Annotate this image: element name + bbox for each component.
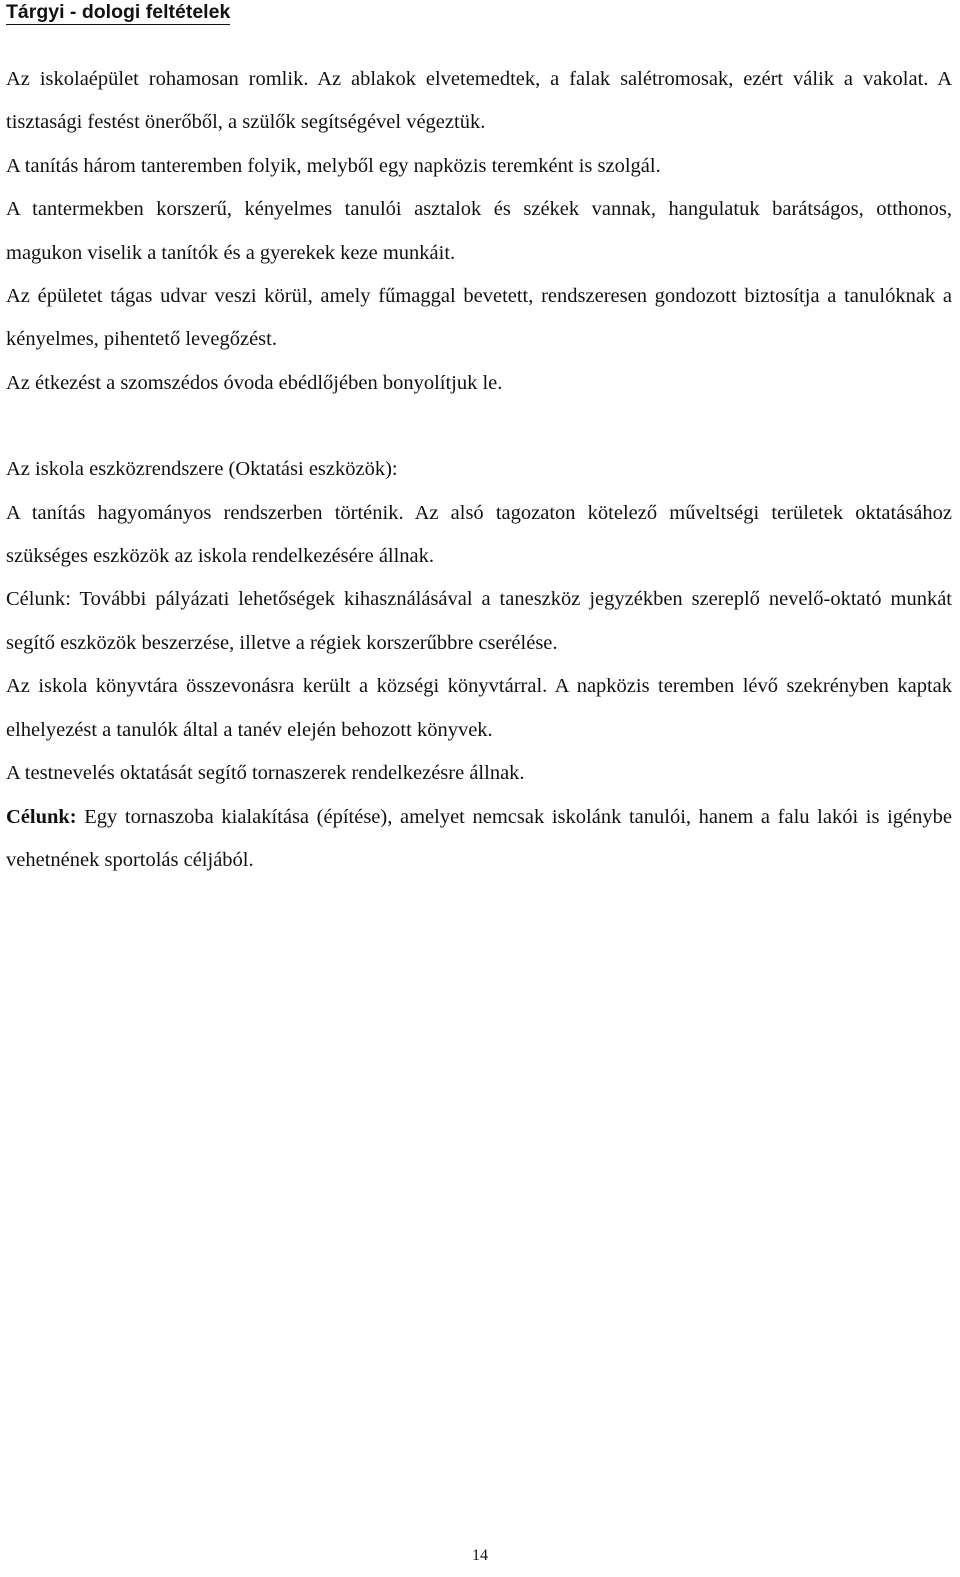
paragraph-building-condition: Az iskolaépület rohamosan romlik. Az ablakok elvetemedtek, a falak salétromosak, ezért válik a vakolat. A tisztasági festést önerőből, a szülők segítségével végeztük. <box>6 68 952 134</box>
equipment-heading: Az iskola eszközrendszere (Oktatási eszközök): <box>6 458 398 481</box>
goal-text: Egy tornaszoba kialakítása (építése), amelyet nemcsak iskolánk tanulói, hanem a falu lakói is igénybe vehetnének sportolás céljából. <box>6 805 952 871</box>
paragraph-future-goal: Célunk: További pályázati lehetőségek kihasználásával a taneszköz jegyzékben szereplő nevelő-oktató munkát segítő eszközök beszerzése, illetve a régiek korszerűbbre cserélése. <box>6 588 952 654</box>
paragraph-classrooms: A tanítás három tanteremben folyik, melyből egy napközis teremként is szolgál. <box>6 154 661 177</box>
paragraph-furniture: A tantermekben korszerű, kényelmes tanulói asztalok és székek vannak, hangulatuk barátságos, otthonos, magukon viselik a tanítók és a gyerekek keze munkáit. <box>6 198 952 264</box>
paragraph-library: Az iskola könyvtára összevonásra került a községi könyvtárral. A napközis teremben lévő szekrényben kaptak elhelyezést a tanulók által a tanév elején behozott könyvek. <box>6 675 952 741</box>
paragraph-spacer <box>6 405 952 448</box>
section-heading: Tárgyi - dologi feltételek <box>6 1 231 23</box>
paragraph-dining: Az étkezést a szomszédos óvoda ebédlőjében bonyolítjuk le. <box>6 371 503 394</box>
paragraph-gym-goal <box>6 796 952 883</box>
paragraph-teaching-tools: A tanítás hagyományos rendszerben történik. Az alsó tagozaton kötelező műveltségi területek oktatásához szükséges eszközök az iskola rendelkezésére állnak. <box>6 501 952 568</box>
paragraph-yard: Az épületet tágas udvar veszi körül, amely fűmaggal bevetett, rendszeresen gondozott biztosítja a tanulóknak a kényelmes, pihentető levegőzést. <box>6 285 952 351</box>
paragraph-gym-equipment: A testnevelés oktatását segítő tornaszerek rendelkezésre állnak. <box>6 762 525 785</box>
goal-label: Célunk: <box>6 805 77 828</box>
document-page <box>6 0 952 882</box>
page-number: 14 <box>472 1547 488 1564</box>
